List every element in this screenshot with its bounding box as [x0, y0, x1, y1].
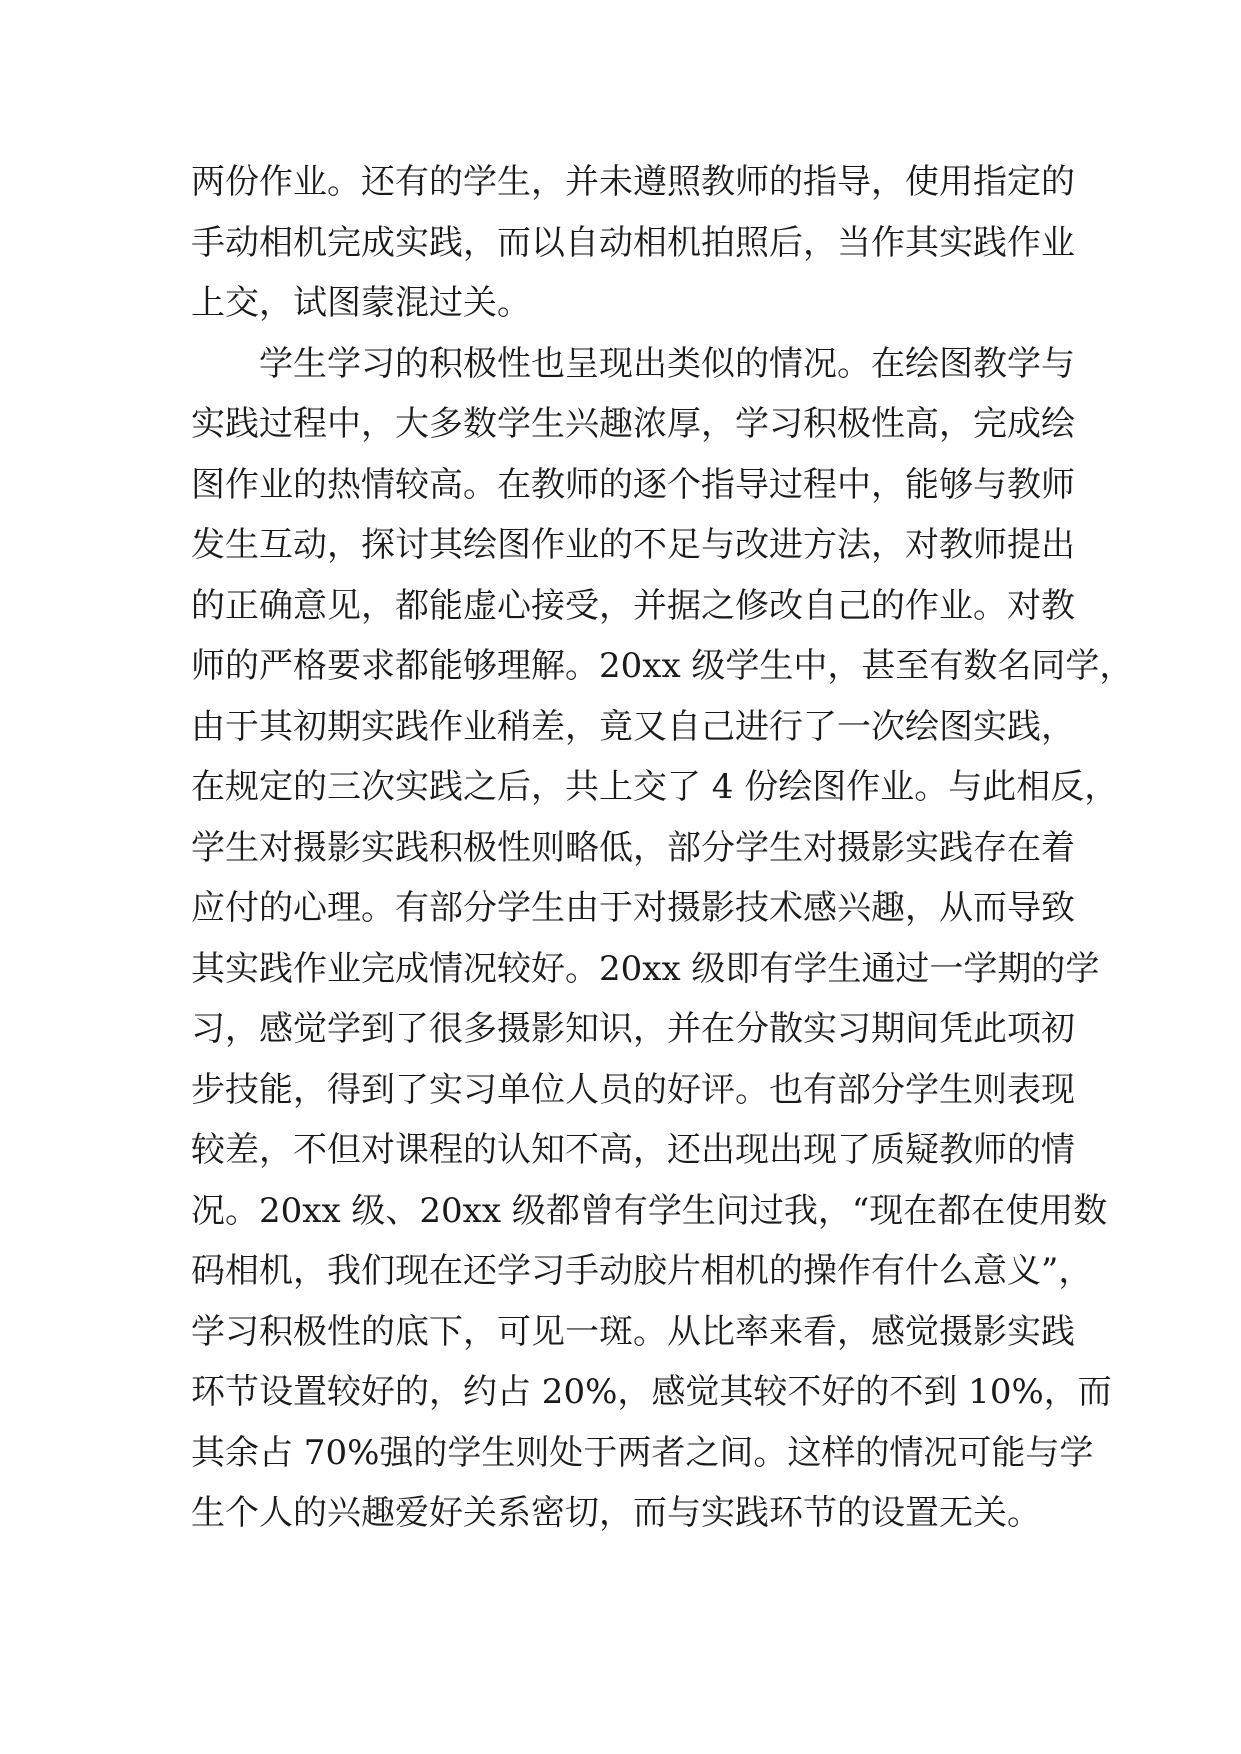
- paragraph-2-line-10: 应付的心理。有部分学生由于对摄影技术感兴趣，从而导致: [191, 888, 1075, 928]
- paragraph-1-line-3: 上交，试图蒙混过关。: [191, 283, 531, 323]
- document-body: [191, 152, 1134, 1544]
- paragraph-2-line-14: 较差，不但对课程的认知不高，还出现出现了质疑教师的情: [191, 1130, 1075, 1170]
- paragraph-2-line-18: 环节设置较好的，约占 20%，感觉其较不好的不到 10%，而: [191, 1372, 1112, 1412]
- paragraph-2-line-5: 的正确意见，都能虚心接受，并据之修改自己的作业。对教: [191, 585, 1075, 626]
- paragraph-2-line-9: 学生对摄影实践积极性则略低，部分学生对摄影实践存在着: [191, 827, 1075, 868]
- paragraph-2-line-12: 习，感觉学到了很多摄影知识，并在分散实习期间凭此项初: [191, 1009, 1075, 1049]
- paragraph-2-line-15: 况。20xx 级、20xx 级都曾有学生问过我，“现在都在使用数: [191, 1190, 1108, 1231]
- paragraph-2-line-19: 其余占 70%强的学生则处于两者之间。这样的情况可能与学: [191, 1432, 1094, 1473]
- paragraph-2-line-7: 由于其初期实践作业稍差，竟又自己进行了一次绘图实践，: [191, 706, 1075, 747]
- paragraph-2-line-11: 其实践作业完成情况较好。20xx 级即有学生通过一学期的学: [191, 948, 1100, 989]
- paragraph-2-line-8: 在规定的三次实践之后，共上交了 4 份绘图作业。与此相反，: [191, 767, 1119, 807]
- paragraph-2-line-16: 码相机，我们现在还学习手动胶片相机的操作有什么意义”，: [191, 1251, 1093, 1291]
- paragraph-1-line-2: 手动相机完成实践，而以自动相机拍照后，当作其实践作业: [191, 222, 1075, 263]
- paragraph-1-line-1: 两份作业。还有的学生，并未遵照教师的指导，使用指定的: [191, 162, 1075, 202]
- paragraph-2-line-17: 学习积极性的底下，可见一斑。从比率来看，感觉摄影实践: [191, 1311, 1075, 1352]
- paragraph-2-line-6: 师的严格要求都能够理解。20xx 级学生中，甚至有数名同学，: [191, 646, 1134, 686]
- paragraph-2-line-1: 学生学习的积极性也呈现出类似的情况。在绘图教学与: [259, 343, 1075, 384]
- paragraph-2-line-20: 生个人的兴趣爱好关系密切，而与实践环节的设置无关。: [191, 1493, 1041, 1533]
- paragraph-2-line-2: 实践过程中，大多数学生兴趣浓厚，学习积极性高，完成绘: [191, 404, 1075, 444]
- paragraph-2-line-3: 图作业的热情较高。在教师的逐个指导过程中，能够与教师: [191, 464, 1075, 505]
- paragraph-2-line-4: 发生互动，探讨其绘图作业的不足与改进方法，对教师提出: [191, 525, 1075, 565]
- paragraph-2-line-13: 步技能，得到了实习单位人员的好评。也有部分学生则表现: [191, 1069, 1075, 1110]
